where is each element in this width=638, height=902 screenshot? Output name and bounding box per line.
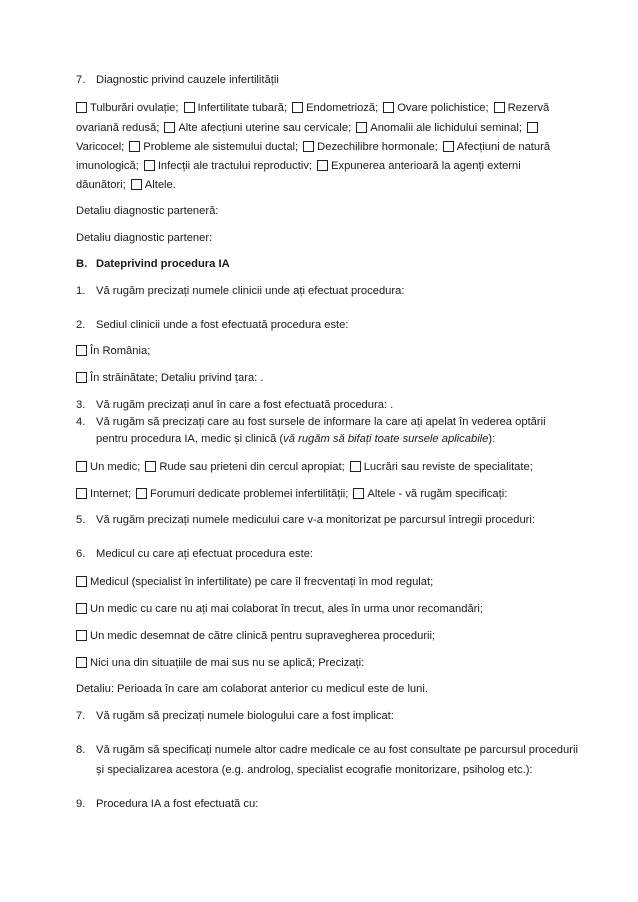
- checkbox-internet[interactable]: [76, 488, 87, 499]
- q4-options-line-1: Un medic; Rude sau prieteni din cercul apropiat; Lucrări sau reviste de specialitate;: [76, 461, 533, 473]
- checkbox-regular-specialist[interactable]: [76, 576, 87, 587]
- diagnosis-options-line-5: dăunători; Altele.: [76, 179, 176, 191]
- checkbox-relatives-friends[interactable]: [145, 461, 156, 472]
- checkbox-seminal-fluid-anomalies[interactable]: [356, 122, 367, 133]
- checkbox-tubal-infertility[interactable]: [184, 102, 195, 113]
- q2-option-abroad: În străinătate; Detaliu privind țara: .: [76, 372, 264, 384]
- checkbox-recommended-doctor[interactable]: [76, 603, 87, 614]
- checkbox-a-doctor[interactable]: [76, 461, 87, 472]
- diagnosis-options-line-2: ovariană redusă; Alte afecțiuni uterine sau cervicale; Anomalii ale lichidului seminal;: [76, 122, 541, 134]
- checkbox-clinic-assigned-doctor[interactable]: [76, 630, 87, 641]
- checkbox-ovulation-disorders[interactable]: [76, 102, 87, 113]
- checkbox-abroad[interactable]: [76, 372, 87, 383]
- checkbox-hormonal-imbalances[interactable]: [303, 141, 314, 152]
- checkbox-endometriosis[interactable]: [292, 102, 303, 113]
- q6-detail: Detaliu: Perioada în care am colaborat anterior cu medicul este de luni.: [76, 683, 428, 695]
- question-8-line-2: și specializarea acestora (e.g. androlog, specialist ecografie monitorizare, psiholog etc.):: [96, 764, 533, 776]
- question-9: 9. Procedura IA a fost efectuată cu:: [76, 798, 259, 810]
- q6-option-clinic-assigned: Un medic desemnat de către clinică pentru supravegherea procedurii;: [76, 630, 435, 642]
- section-b-heading: B. Dateprivind procedura IA: [76, 258, 230, 270]
- q6-option-regular-specialist: Medicul (specialist în infertilitate) pe care îl frecventați în mod regulat;: [76, 576, 433, 588]
- checkbox-immunological[interactable]: [443, 141, 454, 152]
- checkbox-none-apply[interactable]: [76, 657, 87, 668]
- diagnosis-options-line-4: imunologică; Infecții ale tractului reproductiv; Expunerea anterioară la agenți externi: [76, 160, 521, 172]
- question-7-biologist: 7. Vă rugăm să precizați numele biologului care a fost implicat:: [76, 710, 394, 722]
- question-4-line-2: pentru procedura IA, medic și clinică (vă rugăm să bifați toate sursele aplicabile):: [96, 433, 496, 445]
- checkbox-varicocele[interactable]: [527, 122, 538, 133]
- checkbox-infertility-forums[interactable]: [136, 488, 147, 499]
- q6-option-none-apply: Nici una din situațiile de mai sus nu se aplică; Precizați:: [76, 657, 364, 669]
- question-7-title: 7. Diagnostic privind cauzele infertilității: [76, 74, 279, 86]
- diagnosis-options-line-1: Tulburări ovulație; Infertilitate tubară; Endometrioză; Ovare polichistice; Rezervă: [76, 102, 549, 114]
- question-2: 2. Sediul clinicii unde a fost efectuată procedura este:: [76, 319, 349, 331]
- question-5: 5. Vă rugăm precizați numele medicului care v-a monitorizat pe parcursul întregii proceduri:: [76, 514, 535, 526]
- detail-diagnosis-male-partner: Detaliu diagnostic partener:: [76, 232, 213, 244]
- diagnosis-options-line-3: Varicocel; Probleme ale sistemului ductal; Dezechilibre hormonale; Afecțiuni de natură: [76, 141, 551, 153]
- checkbox-ductal-problems[interactable]: [129, 141, 140, 152]
- detail-diagnosis-female-partner: Detaliu diagnostic parteneră:: [76, 205, 219, 217]
- checkbox-specialty-publications[interactable]: [350, 461, 361, 472]
- checkbox-reduced-ovarian-reserve[interactable]: [494, 102, 505, 113]
- checkbox-external-agents-exposure[interactable]: [317, 160, 328, 171]
- checkbox-other-diagnosis[interactable]: [131, 179, 142, 190]
- question-8-line-1: 8. Vă rugăm să specificați numele altor cadre medicale ce au fost consultate pe parcursul procedurii: [76, 744, 578, 756]
- q6-option-recommended-doctor: Un medic cu care nu ați mai colaborat în trecut, ales în urma unor recomandări;: [76, 603, 483, 615]
- checkbox-other-sources[interactable]: [353, 488, 364, 499]
- checkbox-in-romania[interactable]: [76, 345, 87, 356]
- question-6: 6. Medicul cu care ați efectuat procedura este:: [76, 548, 314, 560]
- checkbox-reproductive-tract-infections[interactable]: [144, 160, 155, 171]
- question-1: 1. Vă rugăm precizați numele clinicii unde ați efectuat procedura:: [76, 285, 405, 297]
- q4-options-line-2: Internet; Forumuri dedicate problemei infertilității; Altele - vă rugăm specificați:: [76, 488, 507, 500]
- checkbox-polycystic-ovaries[interactable]: [383, 102, 394, 113]
- checkbox-other-uterine-cervical[interactable]: [164, 122, 175, 133]
- question-4-line-1: 4. Vă rugăm să precizați care au fost sursele de informare la care ați apelat în vederea optării: [76, 416, 546, 428]
- question-3: 3. Vă rugăm precizați anul în care a fost efectuată procedura: .: [76, 399, 394, 411]
- q2-option-romania: În România;: [76, 345, 150, 357]
